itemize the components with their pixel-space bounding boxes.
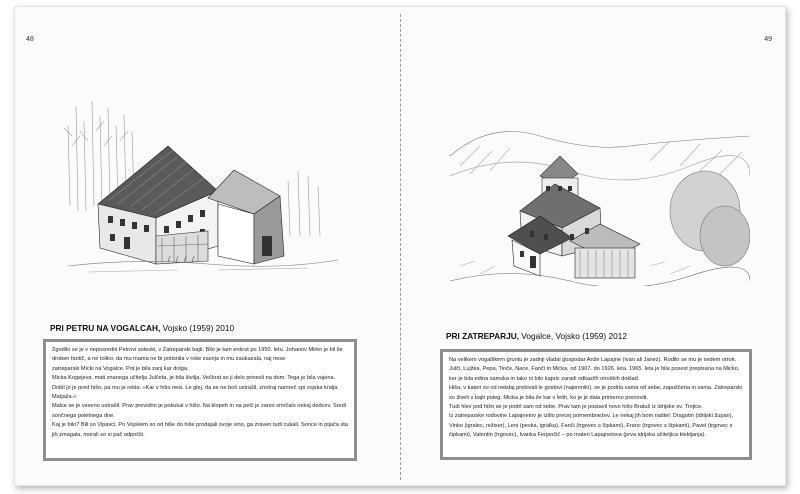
story-text-box bbox=[43, 339, 357, 461]
page-number: 48 bbox=[26, 36, 34, 43]
caption-details: Vojsko (1959) 2010 bbox=[160, 323, 235, 333]
paragraph: Micka Kogejeva, mati znanega učitelja Julčeta, je bila šivilja. Večkrat so ji delo prinesli na dom. Tega je bila vajena. bbox=[52, 375, 336, 382]
page-number: 49 bbox=[764, 36, 772, 43]
paragraph: Zgodilo se je v neposredni Petrovi soteski, v Zatreparski bajti. Bilo je tam enkrat po 1950. letu. Johanov Mirko je bil še droben fantič, a ne toliko, da mu mama ne bi potisnila v roke zavoja in mu zaukazala, naj nese bbox=[52, 347, 343, 363]
paragraph: Malce se je vseeno ustrašil. Prav previdno je pokukal v hišo. Na klopeh in na peči je zares smrčalo nekaj dedcev. Sredi sončnega poletnega dne. bbox=[52, 403, 347, 419]
paragraph: Iz zatreparske rodovine Lapajnetov je izšlo precej pomembnežev. Le nekaj jih bom naštel: Dragotin (idrijski župan), Vinko (igralec, režiser), Leni (pevka, igralka), Fanči (trgovec s čipkami), Franc (trgovec s čipkami), Pavel (trgovec s čipkami), Valentin (trgovec), Ivanka Ferjančič – po materi Lapajnetova (prva idrijska učiteljica klekljanja). bbox=[449, 413, 734, 439]
paragraph: Dobil jo je pred hišo, pa mu je rekla: »Kar v hišo nesi. Le glej, da se ne boš ustrašil, znotraj namreč spi vojska kralja Matjaža.« bbox=[52, 384, 338, 401]
paragraph: Hiša, v kateri so od nekdaj prebivali le gostovi (najemniki), se je podrla sama od sebe, zapuščena in sama. Zatreparski so živeli v bajti poleg. Micka je bila že kar v letih, ko je je dala primerno prenoviti. bbox=[449, 385, 743, 401]
paragraph: zatreparski Micki na Vogalce. Pot je bila zanj kar dolga. bbox=[52, 365, 189, 372]
right-page bbox=[400, 6, 784, 484]
photo-caption bbox=[50, 323, 234, 333]
caption-title: PRI PETRU NA VOGALCAH, bbox=[50, 323, 161, 333]
farmhouse-sketch bbox=[58, 86, 344, 286]
village-sketch bbox=[450, 116, 750, 286]
paragraph: Na velikem vogalškem gruntu je zadnji vladal gospodar Anže Lapajne (Ivan ali Janez). Rodilo se mu je sedem otrok, Julči, Lujžka, Pepa, Tinče, Nace, Fanči in Micka, od 1907. do 1926. leta. 1965. leta je bila posest prepisana na Micko, ker je bila edina samska in tako ni bilo kapric zaradi odkazilh otroških doklad. bbox=[449, 357, 740, 382]
left-page bbox=[14, 6, 398, 484]
paragraph: Tudi hlev pod hišo se je podrl sam od sebe. Prav tam je postavil novo hišo Bratuš iz idrijske sv. Trojice. bbox=[449, 404, 703, 411]
story-text-box bbox=[440, 349, 752, 460]
photo-caption bbox=[446, 331, 627, 341]
paragraph: Kaj je bilo? Bili so Vipavci. Po Vojskem so od hiše do hiše prodajali svoje vino, ga zraven tudi cukali. Sonce in pijača sta jih zmagala, morali so si pač odpočiti. bbox=[52, 422, 348, 438]
caption-title: PRI ZATREPARJU, bbox=[446, 331, 519, 341]
caption-details: Vogalce, Vojsko (1959) 2012 bbox=[519, 331, 627, 341]
